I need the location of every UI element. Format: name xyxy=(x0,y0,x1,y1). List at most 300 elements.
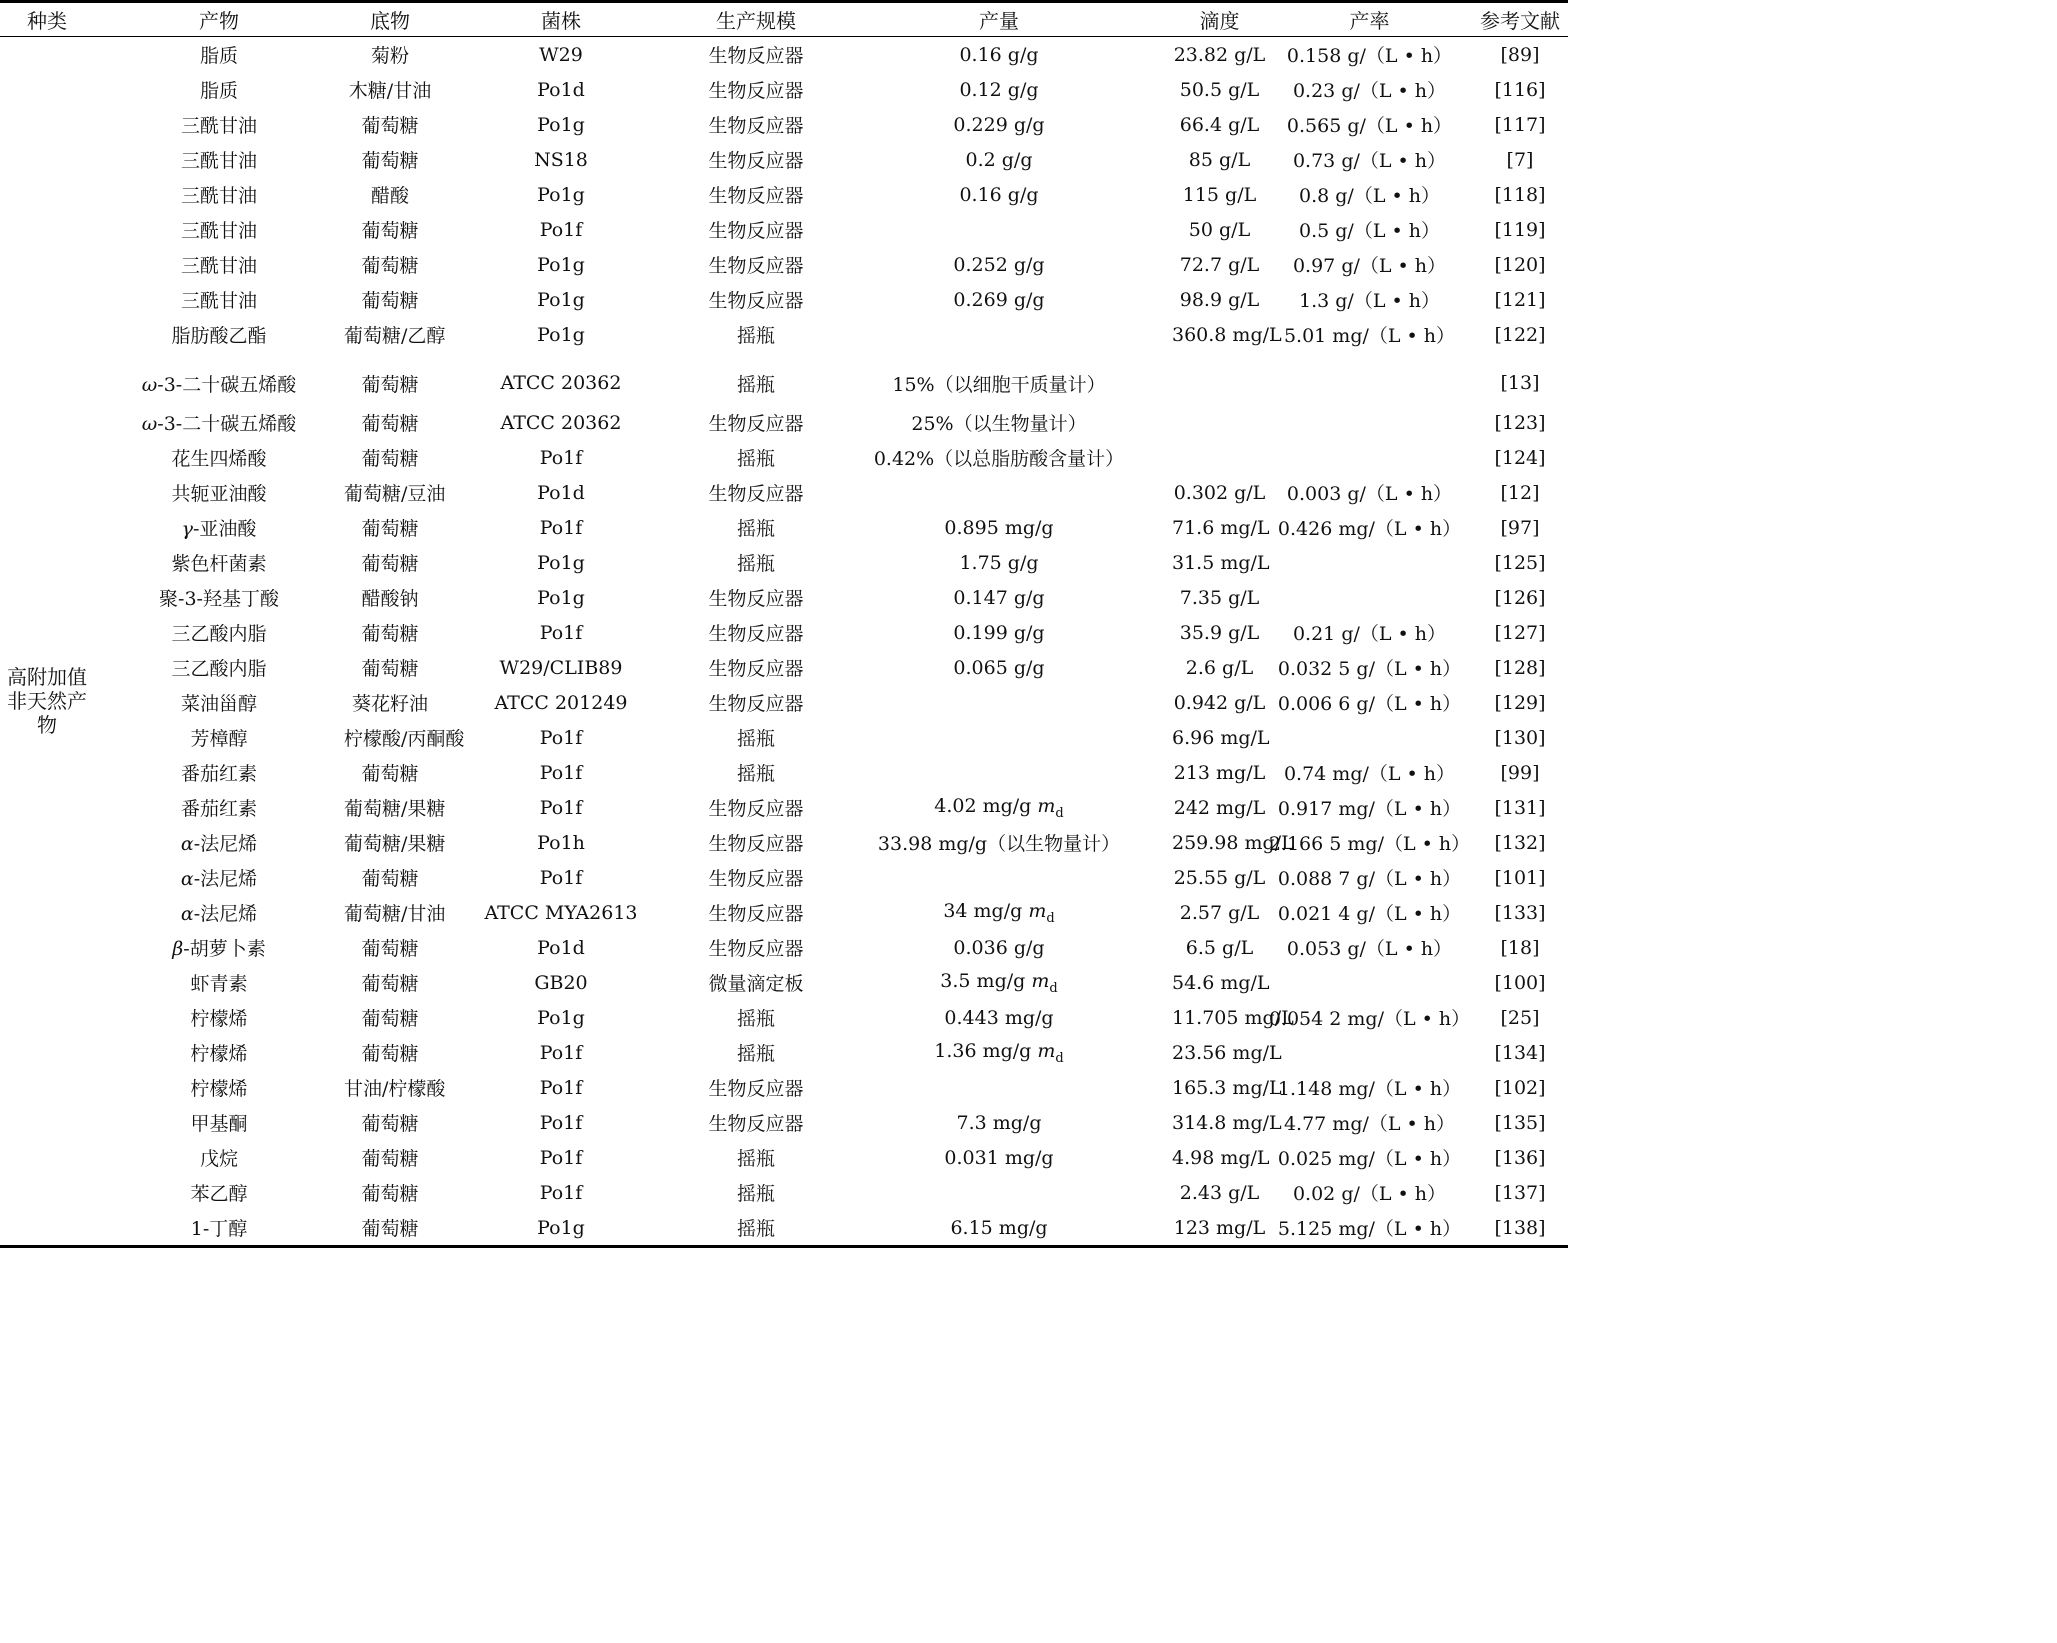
table-row xyxy=(0,825,1568,860)
strain-cell: ATCC 201249 xyxy=(494,691,628,714)
table-row xyxy=(0,510,1568,545)
product-cell: 柠檬烯 xyxy=(190,1043,248,1065)
productivity-cell: 0.003 g/（L • h） xyxy=(1286,483,1453,505)
scale-cell: 生物反应器 xyxy=(708,290,804,312)
productivity-cell: 0.032 5 g/（L • h） xyxy=(1277,658,1462,680)
reference-cell: [134] xyxy=(1494,1041,1546,1064)
strain-cell: Po1f xyxy=(539,866,583,889)
table-row xyxy=(0,965,1568,1000)
strain-cell: W29/CLIB89 xyxy=(499,656,623,679)
substrate-cell: 葡萄糖/豆油 xyxy=(344,483,446,505)
yield-cell: 0.16 g/g xyxy=(959,43,1039,66)
reference-cell: [124] xyxy=(1494,446,1546,469)
yield-cell: 0.229 g/g xyxy=(953,113,1045,136)
product-cell: 共轭亚油酸 xyxy=(171,483,267,505)
scale-cell: 生物反应器 xyxy=(708,150,804,172)
productivity-cell: 0.565 g/（L • h） xyxy=(1286,115,1453,137)
strain-cell: Po1f xyxy=(539,218,583,241)
strain-cell: Po1f xyxy=(539,796,583,819)
scale-cell: 生物反应器 xyxy=(708,693,804,715)
strain-cell: Po1f xyxy=(539,1111,583,1134)
product-cell: 芳樟醇 xyxy=(190,728,248,750)
table-row xyxy=(0,685,1568,720)
titer-cell: 360.8 mg/L xyxy=(1172,323,1282,346)
scale-cell: 生物反应器 xyxy=(708,483,804,505)
substrate-cell: 菊粉 xyxy=(370,45,409,67)
scale-cell: 生物反应器 xyxy=(708,903,804,925)
reference-cell: [130] xyxy=(1494,726,1546,749)
product-cell: ω-3-二十碳五烯酸 xyxy=(141,373,297,396)
scale-cell: 摇瓶 xyxy=(736,325,775,347)
productivity-cell: 4.77 mg/（L • h） xyxy=(1283,1113,1456,1135)
titer-cell: 0.302 g/L xyxy=(1173,481,1266,504)
titer-cell: 85 g/L xyxy=(1188,148,1251,171)
substrate-cell: 葡萄糖 xyxy=(361,623,419,645)
yield-cell: 0.036 g/g xyxy=(953,936,1045,959)
titer-cell: 72.7 g/L xyxy=(1179,253,1260,276)
substrate-cell: 葡萄糖 xyxy=(361,1043,419,1065)
scale-cell: 生物反应器 xyxy=(708,623,804,645)
strain-cell: Po1f xyxy=(539,1041,583,1064)
yield-cell: 0.269 g/g xyxy=(953,288,1045,311)
reference-cell: [18] xyxy=(1500,936,1540,959)
scale-cell: 摇瓶 xyxy=(736,1008,775,1030)
productivity-cell xyxy=(1267,405,1472,440)
substrate-cell: 葡萄糖/果糖 xyxy=(344,798,446,820)
reference-cell: [121] xyxy=(1494,288,1546,311)
strain-cell: Po1f xyxy=(539,1181,583,1204)
table-row xyxy=(0,720,1568,755)
substrate-cell: 醋酸钠 xyxy=(361,588,419,610)
product-cell: 菜油甾醇 xyxy=(180,693,257,715)
substrate-cell: 葡萄糖 xyxy=(361,290,419,312)
strain-cell: Po1g xyxy=(537,253,585,276)
yield-cell xyxy=(826,755,1172,790)
productivity-cell: 0.426 mg/（L • h） xyxy=(1277,518,1462,540)
yield-cell xyxy=(826,212,1172,247)
strain-cell: Po1d xyxy=(537,78,585,101)
reference-cell: [131] xyxy=(1494,796,1546,819)
yield-cell: 0.2 g/g xyxy=(965,148,1033,171)
substrate-cell: 葡萄糖 xyxy=(361,150,419,172)
productivity-cell: 0.5 g/（L • h） xyxy=(1299,220,1440,242)
titer-cell: 98.9 g/L xyxy=(1179,288,1260,311)
reference-cell: [133] xyxy=(1494,901,1546,924)
substrate-cell: 葡萄糖 xyxy=(361,868,419,890)
strain-cell: Po1f xyxy=(539,446,583,469)
strain-cell: Po1f xyxy=(539,1146,583,1169)
product-cell: 三酰甘油 xyxy=(180,290,257,312)
scale-cell: 生物反应器 xyxy=(708,938,804,960)
reference-cell: [101] xyxy=(1494,866,1546,889)
reference-cell: [138] xyxy=(1494,1216,1546,1239)
table-row xyxy=(0,72,1568,107)
titer-cell: 66.4 g/L xyxy=(1179,113,1260,136)
productivity-cell: 0.73 g/（L • h） xyxy=(1292,150,1447,172)
strain-cell: GB20 xyxy=(534,971,588,994)
productivity-cell: 0.74 mg/（L • h） xyxy=(1283,763,1456,785)
productivity-cell: 0.21 g/（L • h） xyxy=(1292,623,1447,645)
table-row xyxy=(0,37,1568,73)
substrate-cell: 葡萄糖 xyxy=(361,413,419,435)
product-cell: 虾青素 xyxy=(190,973,248,995)
yield-cell: 0.065 g/g xyxy=(953,656,1045,679)
substrate-cell: 甘油/柠檬酸 xyxy=(344,1078,446,1100)
reference-cell: [125] xyxy=(1494,551,1546,574)
scale-cell: 生物反应器 xyxy=(708,255,804,277)
productivity-cell xyxy=(1267,580,1472,615)
productivity-cell xyxy=(1267,352,1472,405)
scale-cell: 摇瓶 xyxy=(736,373,775,396)
product-cell: 紫色杆菌素 xyxy=(171,553,267,575)
scale-cell: 生物反应器 xyxy=(708,115,804,137)
titer-cell: 35.9 g/L xyxy=(1179,621,1260,644)
yield-cell: 3.5 mg/g $m_d$ xyxy=(940,969,1058,996)
productivity-cell: 0.053 g/（L • h） xyxy=(1286,938,1453,960)
table-row xyxy=(0,317,1568,352)
productivity-cell xyxy=(1267,720,1472,755)
yield-cell xyxy=(826,860,1172,895)
table-row xyxy=(0,1140,1568,1175)
scale-cell: 生物反应器 xyxy=(708,658,804,680)
titer-cell: 314.8 mg/L xyxy=(1172,1111,1282,1134)
reference-cell: [100] xyxy=(1494,971,1546,994)
header-row xyxy=(0,2,1568,37)
reference-cell: [137] xyxy=(1494,1181,1546,1204)
strain-cell: Po1g xyxy=(537,183,585,206)
yield-cell: 25%（以生物量计） xyxy=(911,413,1087,435)
table-row xyxy=(0,615,1568,650)
table-row xyxy=(0,1175,1568,1210)
productivity-cell: 5.01 mg/（L • h） xyxy=(1283,325,1456,347)
productivity-cell xyxy=(1267,440,1472,475)
yield-cell xyxy=(826,1070,1172,1105)
table-row xyxy=(0,1035,1568,1070)
table-row xyxy=(0,177,1568,212)
yield-cell: 0.16 g/g xyxy=(959,183,1039,206)
substrate-cell: 葵花籽油 xyxy=(351,693,428,715)
yield-cell: 7.3 mg/g xyxy=(956,1111,1042,1134)
titer-cell: 31.5 mg/L xyxy=(1172,551,1270,574)
reference-cell: [116] xyxy=(1494,78,1546,101)
substrate-cell: 木糖/甘油 xyxy=(348,80,432,102)
titer-cell: 54.6 mg/L xyxy=(1172,971,1270,994)
yield-cell: 0.42%（以总脂肪酸含量计） xyxy=(873,448,1125,470)
titer-cell: 23.56 mg/L xyxy=(1172,1041,1282,1064)
substrate-cell: 葡萄糖 xyxy=(361,220,419,242)
productivity-cell: 0.97 g/（L • h） xyxy=(1292,255,1447,277)
productivity-cell: 2.166 5 mg/（L • h） xyxy=(1268,833,1471,855)
reference-cell: [127] xyxy=(1494,621,1546,644)
table-row xyxy=(0,1210,1568,1247)
header-strain: 菌株 xyxy=(436,2,686,37)
scale-cell: 生物反应器 xyxy=(708,185,804,207)
reference-cell: [132] xyxy=(1494,831,1546,854)
table-row xyxy=(0,352,1568,405)
titer-cell: 259.98 mg/L xyxy=(1172,831,1294,854)
header-productivity: 产率 xyxy=(1267,2,1472,37)
product-cell: α-法尼烯 xyxy=(180,903,258,925)
substrate-cell: 葡萄糖/果糖 xyxy=(344,833,446,855)
titer-cell: 213 mg/L xyxy=(1173,761,1266,784)
product-cell: 三酰甘油 xyxy=(180,115,257,137)
table-row xyxy=(0,282,1568,317)
product-cell: 三酰甘油 xyxy=(180,150,257,172)
reference-cell: [120] xyxy=(1494,253,1546,276)
table-row xyxy=(0,212,1568,247)
strain-cell: Po1f xyxy=(539,516,583,539)
table-row xyxy=(0,895,1568,930)
scale-cell: 生物反应器 xyxy=(708,80,804,102)
substrate-cell: 葡萄糖 xyxy=(361,1183,419,1205)
scale-cell: 摇瓶 xyxy=(736,1148,775,1170)
yield-cell: 0.895 mg/g xyxy=(944,516,1054,539)
product-cell: α-法尼烯 xyxy=(180,833,258,855)
scale-cell: 摇瓶 xyxy=(736,518,775,540)
scale-cell: 摇瓶 xyxy=(736,1043,775,1065)
reference-cell: [119] xyxy=(1494,218,1546,241)
yield-cell xyxy=(826,317,1172,352)
reference-cell: [7] xyxy=(1506,148,1534,171)
product-cell: 番茄红素 xyxy=(180,798,257,820)
substrate-cell: 葡萄糖 xyxy=(361,448,419,470)
scale-cell: 生物反应器 xyxy=(708,1113,804,1135)
table-row xyxy=(0,930,1568,965)
titer-cell: 71.6 mg/L xyxy=(1172,516,1270,539)
reference-cell: [99] xyxy=(1500,761,1540,784)
product-cell: 1-丁醇 xyxy=(190,1218,248,1240)
product-cell: γ-亚油酸 xyxy=(181,518,257,540)
product-cell: 三乙酸内脂 xyxy=(171,623,267,645)
substrate-cell: 柠檬酸/丙酮酸 xyxy=(344,728,465,750)
reference-cell: [97] xyxy=(1500,516,1540,539)
category-cell: 高附加值非天然产物 xyxy=(7,665,87,737)
table-row xyxy=(0,475,1568,510)
strain-cell: Po1f xyxy=(539,761,583,784)
yield-cell xyxy=(826,685,1172,720)
product-cell: 甲基酮 xyxy=(190,1113,248,1135)
titer-cell: 25.55 g/L xyxy=(1173,866,1266,889)
scale-cell: 摇瓶 xyxy=(736,763,775,785)
yield-cell: 0.443 mg/g xyxy=(944,1006,1054,1029)
substrate-cell: 葡萄糖 xyxy=(361,973,419,995)
scale-cell: 摇瓶 xyxy=(736,448,775,470)
product-cell: 聚-3-羟基丁酸 xyxy=(159,588,279,610)
header-substrate: 底物 xyxy=(344,2,436,37)
header-yield: 产量 xyxy=(826,2,1172,37)
scale-cell: 摇瓶 xyxy=(736,1183,775,1205)
titer-cell: 2.57 g/L xyxy=(1179,901,1260,924)
product-cell: 番茄红素 xyxy=(180,763,257,785)
product-cell: 脂肪酸乙酯 xyxy=(171,325,267,347)
yield-cell: 4.02 mg/g $m_d$ xyxy=(934,794,1064,821)
scale-cell: 生物反应器 xyxy=(708,868,804,890)
yield-cell: 1.36 mg/g $m_d$ xyxy=(934,1039,1064,1066)
scale-cell: 生物反应器 xyxy=(708,220,804,242)
titer-cell: 115 g/L xyxy=(1182,183,1257,206)
table-row xyxy=(0,1105,1568,1140)
strain-cell: Po1f xyxy=(539,1076,583,1099)
table-row xyxy=(0,142,1568,177)
titer-cell: 2.6 g/L xyxy=(1185,656,1254,679)
yield-cell: 15%（以细胞干质量计） xyxy=(892,373,1106,396)
strain-cell: Po1f xyxy=(539,726,583,749)
productivity-cell xyxy=(1267,965,1472,1000)
strain-cell: W29 xyxy=(539,43,583,66)
reference-cell: [135] xyxy=(1494,1111,1546,1134)
productivity-cell: 0.088 7 g/（L • h） xyxy=(1277,868,1462,890)
scale-cell: 摇瓶 xyxy=(736,728,775,750)
scale-cell: 微量滴定板 xyxy=(708,973,804,995)
scale-cell: 摇瓶 xyxy=(736,553,775,575)
product-cell: ω-3-二十碳五烯酸 xyxy=(141,413,297,435)
strain-cell: Po1f xyxy=(539,621,583,644)
reference-cell: [13] xyxy=(1500,372,1540,394)
yield-cell: 0.031 mg/g xyxy=(944,1146,1054,1169)
strain-cell: Po1g xyxy=(537,551,585,574)
yield-cell: 0.12 g/g xyxy=(959,78,1039,101)
titer-cell: 23.82 g/L xyxy=(1173,43,1266,66)
table-row xyxy=(0,107,1568,142)
scale-cell: 生物反应器 xyxy=(708,798,804,820)
titer-cell: 6.5 g/L xyxy=(1185,936,1254,959)
table-row xyxy=(0,1000,1568,1035)
reference-cell: [123] xyxy=(1494,411,1546,434)
scale-cell: 生物反应器 xyxy=(708,588,804,610)
substrate-cell: 葡萄糖 xyxy=(361,1148,419,1170)
titer-cell: 0.942 g/L xyxy=(1173,691,1266,714)
strain-cell: Po1g xyxy=(537,1006,585,1029)
substrate-cell: 葡萄糖 xyxy=(361,115,419,137)
table-row xyxy=(0,440,1568,475)
reference-cell: [102] xyxy=(1494,1076,1546,1099)
productivity-cell: 0.917 mg/（L • h） xyxy=(1277,798,1462,820)
substrate-cell: 葡萄糖 xyxy=(361,1008,419,1030)
header-reference: 参考文献 xyxy=(1472,2,1568,37)
strain-cell: ATCC 20362 xyxy=(500,372,622,394)
yield-cell: 0.252 g/g xyxy=(953,253,1045,276)
product-cell: α-法尼烯 xyxy=(180,868,258,890)
strain-cell: ATCC 20362 xyxy=(500,411,622,434)
strain-cell: Po1g xyxy=(537,323,585,346)
titer-cell: 50 g/L xyxy=(1188,218,1251,241)
strain-cell: Po1d xyxy=(537,481,585,504)
substrate-cell: 葡萄糖 xyxy=(361,658,419,680)
yield-cell: 1.75 g/g xyxy=(959,551,1039,574)
substrate-cell: 葡萄糖 xyxy=(361,518,419,540)
product-cell: 脂质 xyxy=(199,45,238,67)
productivity-cell: 0.23 g/（L • h） xyxy=(1292,80,1447,102)
header-category: 种类 xyxy=(0,2,94,37)
substrate-cell: 葡萄糖/乙醇 xyxy=(344,325,446,347)
product-cell: 柠檬烯 xyxy=(190,1078,248,1100)
scale-cell: 摇瓶 xyxy=(736,1218,775,1240)
reference-cell: [25] xyxy=(1500,1006,1540,1029)
product-cell: 三酰甘油 xyxy=(180,185,257,207)
reference-cell: [12] xyxy=(1500,481,1540,504)
header-titer: 滴度 xyxy=(1172,2,1267,37)
substrate-cell: 葡萄糖/甘油 xyxy=(344,903,446,925)
product-cell: 三酰甘油 xyxy=(180,220,257,242)
titer-cell: 242 mg/L xyxy=(1173,796,1266,819)
productivity-cell: 0.8 g/（L • h） xyxy=(1299,185,1440,207)
titer-cell: 7.35 g/L xyxy=(1179,586,1260,609)
yield-cell xyxy=(826,475,1172,510)
header-scale: 生产规模 xyxy=(686,2,826,37)
titer-cell: 11.705 mg/L xyxy=(1172,1006,1294,1029)
productivity-cell: 0.006 6 g/（L • h） xyxy=(1277,693,1462,715)
reference-cell: [122] xyxy=(1494,323,1546,346)
product-cell: 花生四烯酸 xyxy=(171,448,267,470)
yield-cell: 34 mg/g $m_d$ xyxy=(943,899,1055,926)
strain-cell: Po1g xyxy=(537,586,585,609)
productivity-cell: 0.02 g/（L • h） xyxy=(1292,1183,1447,1205)
titer-cell xyxy=(1172,405,1267,440)
reference-cell: [89] xyxy=(1500,43,1540,66)
titer-cell: 2.43 g/L xyxy=(1179,1181,1260,1204)
productivity-cell: 0.025 mg/（L • h） xyxy=(1277,1148,1462,1170)
strain-cell: Po1g xyxy=(537,288,585,311)
productivity-cell: 5.125 mg/（L • h） xyxy=(1277,1218,1462,1240)
substrate-cell: 葡萄糖 xyxy=(361,938,419,960)
scale-cell: 生物反应器 xyxy=(708,413,804,435)
table-row xyxy=(0,755,1568,790)
substrate-cell: 葡萄糖 xyxy=(361,1113,419,1135)
titer-cell: 50.5 g/L xyxy=(1179,78,1260,101)
table-row xyxy=(0,405,1568,440)
product-cell: 柠檬烯 xyxy=(190,1008,248,1030)
substrate-cell: 醋酸 xyxy=(370,185,409,207)
strain-cell: ATCC MYA2613 xyxy=(484,901,638,924)
productivity-cell: 1.3 g/（L • h） xyxy=(1299,290,1440,312)
productivity-cell: 0.021 4 g/（L • h） xyxy=(1277,903,1462,925)
product-cell: 脂质 xyxy=(199,80,238,102)
product-cell: 三酰甘油 xyxy=(180,255,257,277)
productivity-cell: 1.148 mg/（L • h） xyxy=(1277,1078,1462,1100)
titer-cell: 4.98 mg/L xyxy=(1172,1146,1270,1169)
reference-cell: [118] xyxy=(1494,183,1546,206)
substrate-cell: 葡萄糖 xyxy=(361,373,419,396)
productivity-cell: 0.054 2 mg/（L • h） xyxy=(1268,1008,1471,1030)
productivity-cell: 0.158 g/（L • h） xyxy=(1286,45,1453,67)
titer-cell xyxy=(1172,352,1267,405)
product-cell: β-胡萝卜素 xyxy=(172,938,266,960)
product-cell: 戊烷 xyxy=(199,1148,238,1170)
strain-cell: Po1d xyxy=(537,936,585,959)
strain-cell: Po1g xyxy=(537,113,585,136)
substrate-cell: 葡萄糖 xyxy=(361,763,419,785)
scale-cell: 生物反应器 xyxy=(708,833,804,855)
table-row xyxy=(0,860,1568,895)
substrate-cell: 葡萄糖 xyxy=(361,553,419,575)
substrate-cell: 葡萄糖 xyxy=(361,1218,419,1240)
strain-cell: Po1h xyxy=(537,831,585,854)
table-row xyxy=(0,1070,1568,1105)
table-row xyxy=(0,247,1568,282)
reference-cell: [129] xyxy=(1494,691,1546,714)
titer-cell: 123 mg/L xyxy=(1173,1216,1266,1239)
yield-cell: 0.147 g/g xyxy=(953,586,1045,609)
reference-cell: [117] xyxy=(1494,113,1546,136)
productivity-cell xyxy=(1267,545,1472,580)
productivity-cell xyxy=(1267,1035,1472,1070)
table-row xyxy=(0,650,1568,685)
yield-cell: 0.199 g/g xyxy=(953,621,1045,644)
substrate-cell: 葡萄糖 xyxy=(361,255,419,277)
titer-cell: 165.3 mg/L xyxy=(1172,1076,1282,1099)
titer-cell xyxy=(1172,440,1267,475)
reference-cell: [128] xyxy=(1494,656,1546,679)
